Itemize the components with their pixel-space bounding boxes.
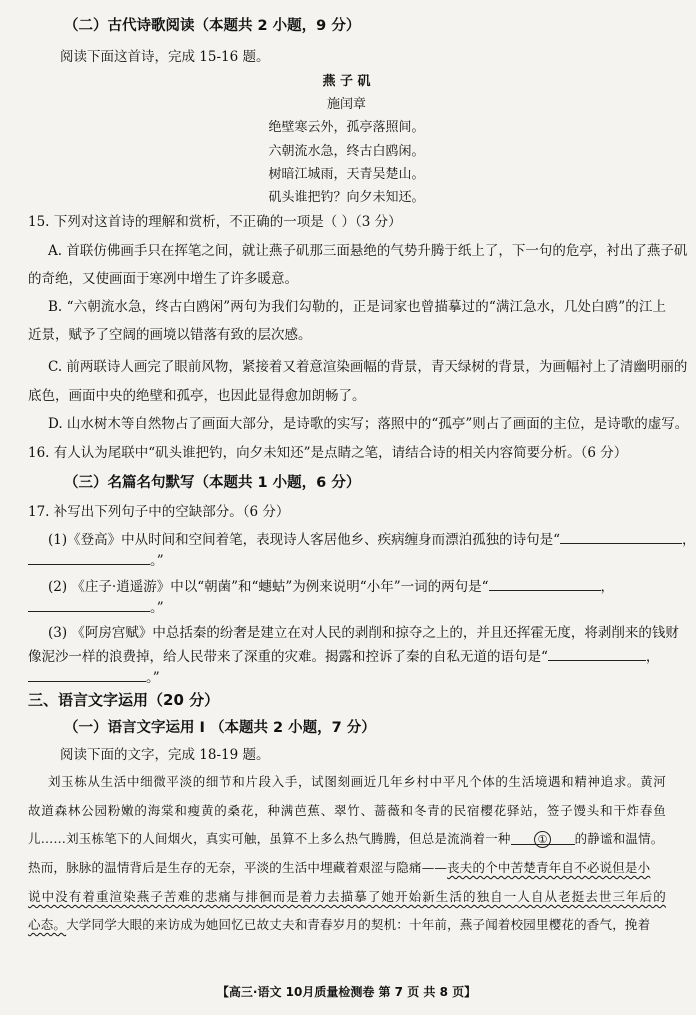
q17-part3-text: 像泥沙一样的浪费掉，给人民带来了深重的灾难。揭露和控诉了秦的自私无道的语句是“ bbox=[28, 649, 548, 665]
q15-option-b-cont: 近景，赋予了空阔的画境以错落有致的层次感。 bbox=[28, 327, 312, 343]
passage-line: 故道森林公园粉嫩的海棠和瘦黄的桑花，种满芭蕉、翠竹、蔷薇和冬青的民宿樱花驿站，签子馒头和干炸春鱼 bbox=[28, 803, 666, 818]
passage-text: 大学同学大眼的来访成为她回忆已故丈夫和青春岁月的契机：十年前，燕子闻着校园里樱花的香气，挽着 bbox=[66, 917, 651, 932]
question-15-stem: 15. 下列对这首诗的理解和赏析，不正确的一项是（ ）（3 分） bbox=[28, 214, 402, 230]
q17-part1-end: 。” bbox=[150, 553, 164, 569]
question-17-stem: 17. 补写出下列句子中的空缺部分。（6 分） bbox=[28, 504, 290, 520]
passage-line: 刘玉栋从生活中细微平淡的细节和片段入手，试图刻画近几年乡村中平凡个体的生活境遇和精神追求。黄河 bbox=[48, 774, 666, 789]
q17-part2 bbox=[48, 576, 614, 596]
comma: ， bbox=[600, 579, 615, 595]
poem-line: 树暗江城雨，天青吴楚山。 bbox=[268, 167, 425, 182]
q17-part3-end: 。” bbox=[146, 670, 160, 686]
q17-part1 bbox=[48, 529, 696, 549]
q17-part3-line2 bbox=[28, 646, 659, 666]
answer-blank[interactable] bbox=[28, 667, 146, 682]
underlined-sentence: 说中没有着重渲染燕子苦难的悲痛与排徊而是着力去描摹了她开始新生活的独自一人自从老挺去世三年后的 bbox=[28, 889, 666, 904]
q17-part2-line2 bbox=[28, 597, 164, 617]
passage-line bbox=[28, 830, 664, 848]
q17-part1-line2 bbox=[28, 550, 164, 570]
q15-option-a: A. 首联仿佛画手只在挥笔之间，就让燕子矶那三面悬绝的气势升腾于纸上了，下一句的危亭，衬出了燕子矶 bbox=[48, 243, 688, 259]
passage-blank bbox=[511, 830, 575, 845]
poem-title: 燕 子 矶 bbox=[322, 74, 371, 89]
poem-line: 六朝流水急，终古白鸥闲。 bbox=[268, 144, 425, 159]
section-heading-language-use: （一）语言文字运用 Ⅰ （本题共 2 小题，7 分） bbox=[64, 720, 376, 736]
underlined-sentence: 心态。 bbox=[28, 917, 67, 932]
poem-line: 绝壁寒云外，孤亭落照间。 bbox=[268, 120, 425, 135]
section-heading-memorization: （三）名篇名句默写（本题共 1 小题，6 分） bbox=[64, 475, 361, 491]
q15-option-c: C. 前两联诗人画完了眼前风物，紧接着又着意渲染画幅的背景，青天绿树的背景，为画幅衬上了清幽明丽的 bbox=[48, 359, 688, 375]
answer-blank[interactable] bbox=[548, 646, 646, 661]
question-16: 16. 有人认为尾联中“矶头谁把钓，向夕未知还”是点睛之笔，请结合诗的相关内容简要分析。（6 分） bbox=[28, 445, 628, 461]
part-three-heading: 三、语言文字运用（20 分） bbox=[28, 691, 220, 709]
passage-text: 热而，脉脉的温情背后是生存的无奈，平淡的生活中埋藏着艰涩与隐痛—— bbox=[28, 860, 448, 875]
q15-option-a-cont: 的奇绝，又使画面于寒冽中增生了许多暖意。 bbox=[28, 271, 298, 287]
q15-option-b: B. “六朝流水急，终古白鸥闲”两句为我们勾勒的，正是词家也曾描摹过的“满江急水，几处白鸥”的江上 bbox=[48, 299, 666, 315]
q17-part2-end: 。” bbox=[150, 600, 164, 616]
answer-blank[interactable] bbox=[28, 550, 150, 565]
passage-line bbox=[28, 916, 650, 934]
poem-author: 施闰章 bbox=[326, 97, 366, 112]
section-heading-poetry: （二）古代诗歌阅读（本题共 2 小题，9 分） bbox=[64, 18, 361, 34]
passage-text: 儿……刘玉栋笔下的人间烟火，真实可触，虽算不上多么热气腾腾，但总是流淌着一种 bbox=[28, 831, 511, 846]
passage-text: 的静谧和温情。 bbox=[574, 831, 664, 846]
q17-part1-text: (1)《登高》中从时间和空间着笔，表现诗人客居他乡、疾病缠身而漂泊孤独的诗句是“ bbox=[48, 532, 561, 548]
q17-part2-text: (2) 《庄子·逍遥游》中以“朝菌”和“蟪蛄”为例来说明“小年”一词的两句是“ bbox=[48, 579, 489, 595]
poem-line: 矶头谁把钓？向夕未知还。 bbox=[268, 190, 425, 205]
comma: ， bbox=[645, 649, 660, 665]
blank-marker: ① bbox=[534, 831, 551, 848]
q17-part3: (3) 《阿房宫赋》中总括秦的纷奢是建立在对人民的剥削和掠夺之上的，并且还挥霍无度，将剥削来的钱财 bbox=[48, 625, 679, 641]
q17-part3-line3 bbox=[28, 667, 160, 687]
language-intro: 阅读下面的文字，完成 18-19 题。 bbox=[60, 747, 270, 763]
q15-option-d: D. 山水树木等自然物占了画面大部分，是诗歌的实写；落照中的“孤亭”则占了画面的主位，是诗歌的虚写。 bbox=[48, 416, 689, 432]
page-footer: 【高三·语文 10月质量检测卷 第 7 页 共 8 页】 bbox=[216, 985, 477, 999]
answer-blank[interactable] bbox=[28, 597, 150, 612]
passage-line bbox=[28, 859, 650, 877]
answer-blank[interactable] bbox=[560, 529, 682, 544]
comma: ， bbox=[682, 532, 696, 548]
poetry-intro: 阅读下面这首诗，完成 15-16 题。 bbox=[60, 49, 270, 65]
q15-option-c-cont: 底色，画面中央的绝壁和孤亭，也因此显得愈加朗畅了。 bbox=[28, 388, 366, 404]
answer-blank[interactable] bbox=[489, 576, 601, 591]
underlined-sentence: 丧夫的个中苦楚青年自不必说但是小 bbox=[447, 860, 651, 875]
